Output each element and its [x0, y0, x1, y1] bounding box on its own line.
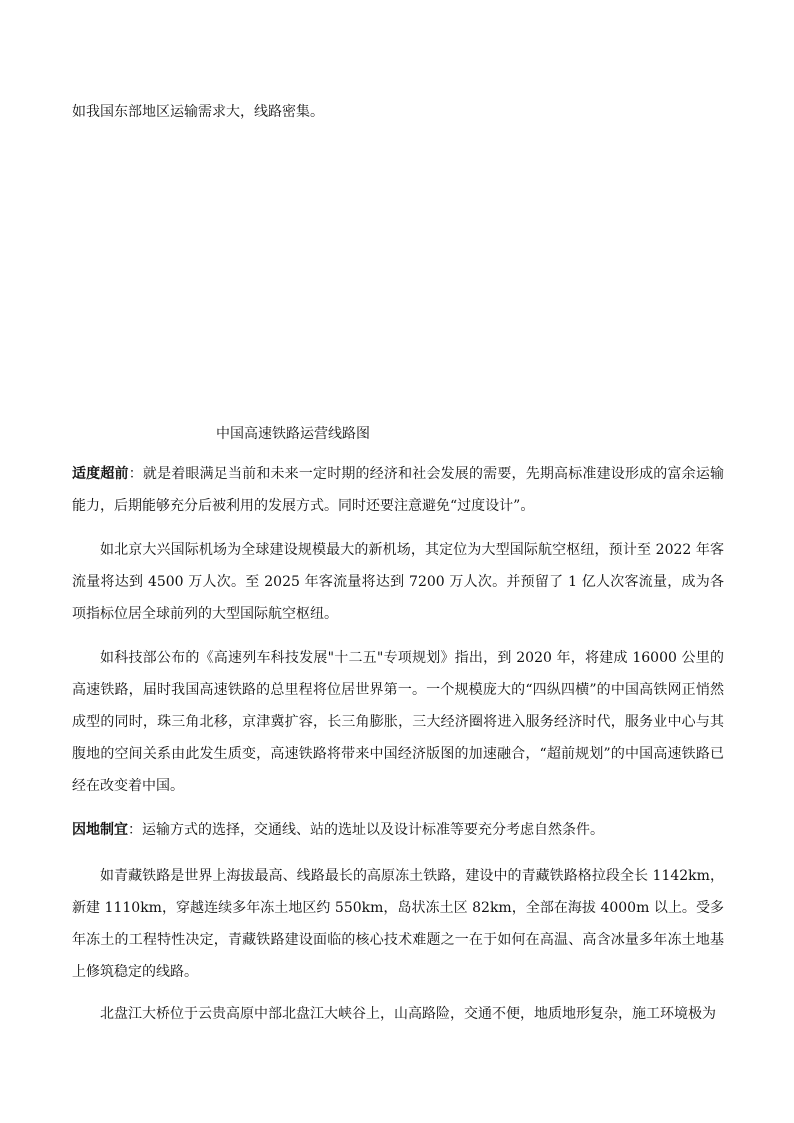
figure-placeholder	[72, 140, 724, 410]
paragraph-qingzang-example: 如青藏铁路是世界上海拔最高、线路最长的高原冻土铁路，建设中的青藏铁路格拉段全长 1142km，新建 1110km，穿越连续多年冻土地区约 550km，岛状冻土区 82km，全部在海拔 4000m 以上。受多年冻土的工程特性决定，青藏铁路建设面临的核心技术难题之一在于如何在高温、高含冰量多年冻土地基上修筑稳定的线路。	[72, 868, 724, 980]
paragraph-airport-example: 如北京大兴国际机场为全球建设规模最大的新机场，其定位为大型国际航空枢纽，预计至 2022 年客流量将达到 4500 万人次。至 2025 年客流量将达到 7200 万人次。并预留了 1 亿人次客流量，成为各项指标位居全球前列的大型国际航空枢纽。	[72, 542, 724, 622]
paragraph-local-conditions	[72, 814, 724, 846]
paragraph-railway-example: 如科技部公布的《高速列车科技发展"十二五"专项规划》指出，到 2020 年，将建成 16000 公里的高速铁路，届时我国高速铁路的总里程将位居世界第一。一个规模庞大的“四纵四横”的中国高铁网正悄然成型的同时，珠三角北移，京津冀扩容，长三角膨胀，三大经济圈将进入服务经济时代，服务业中心与其腹地的空间关系由此发生质变，高速铁路将带来中国经济版图的加速融合，“超前规划”的中国高速铁路已经在改变着中国。	[72, 650, 724, 794]
paragraph-appropriate-advance	[72, 458, 724, 522]
figure-caption: 中国高速铁路运营线路图	[216, 426, 370, 442]
paragraph-beipanjiang-example: 北盘江大桥位于云贵高原中部北盘江大峡谷上，山高路险，交通不便，地质地形复杂，施工环境极为	[100, 1006, 716, 1022]
term-local-conditions: 因地制宜	[72, 822, 128, 838]
term-appropriate-advance: 适度超前	[72, 466, 129, 482]
intro-line: 如我国东部地区运输需求大，线路密集。	[72, 104, 324, 120]
definition-appropriate-advance: ：就是着眼满足当前和未来一定时期的经济和社会发展的需要，先期高标准建设形成的富余运输能力，后期能够充分后被利用的发展方式。同时还要注意避免“过度设计”。	[72, 466, 725, 514]
definition-local-conditions: ：运输方式的选择，交通线、站的选址以及设计标准等要充分考虑自然条件。	[128, 822, 604, 838]
